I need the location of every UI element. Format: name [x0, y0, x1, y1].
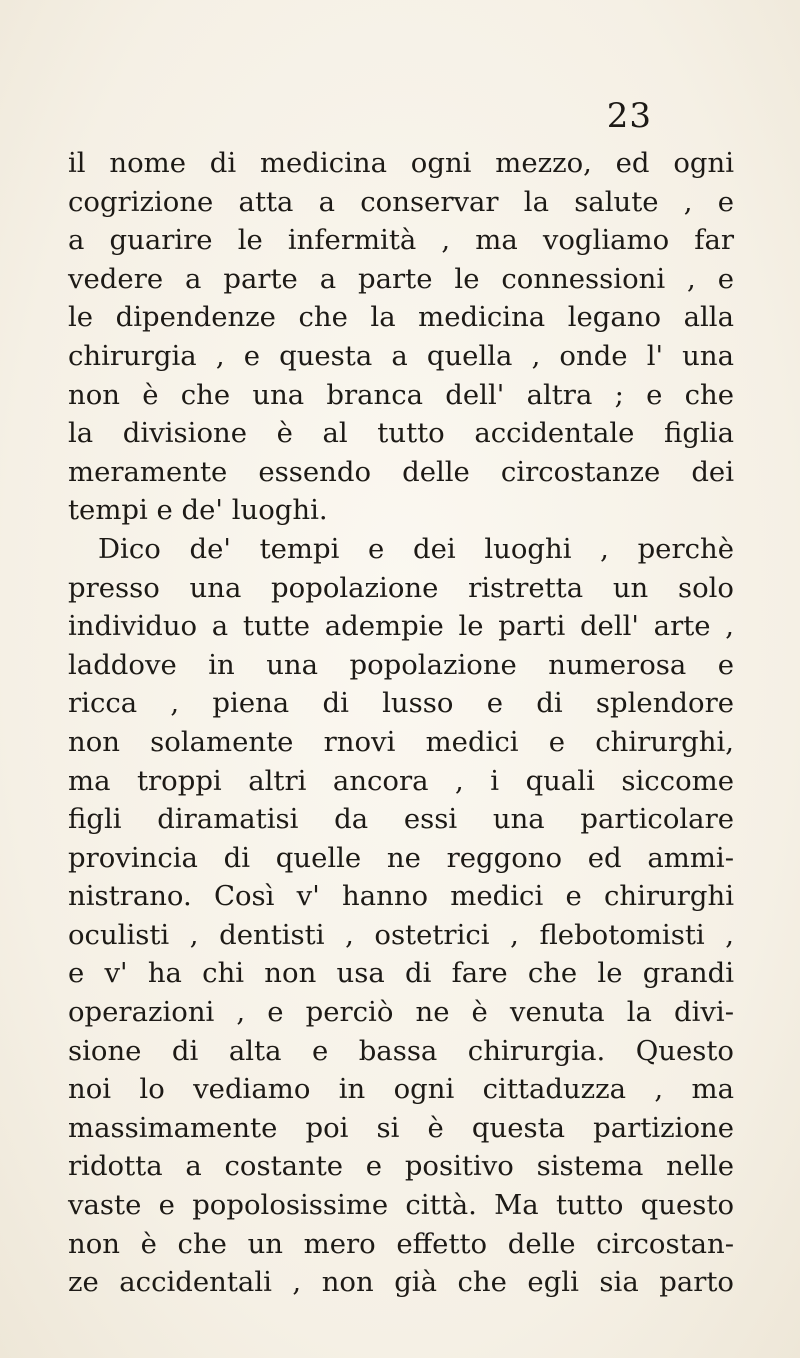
text-line: e v' ha chi non usa di fare che le grandi: [68, 957, 734, 990]
text-line: noi lo vediamo in ogni cittaduzza , ma: [68, 1073, 734, 1106]
text-line: vaste e popolosissime città. Ma tutto questo: [68, 1189, 734, 1222]
text-line: operazioni , e perciò ne è venuta la divi-: [68, 996, 734, 1029]
text-line: massimamente poi si è questa partizione: [68, 1111, 734, 1144]
text-line: vedere a parte a parte le connessioni , e: [68, 262, 734, 295]
text-line: ricca , piena di lusso e di splendore: [68, 687, 734, 720]
text-line: cogrizione atta a conservar la salute , e: [68, 185, 734, 218]
page-number: 23: [606, 96, 652, 136]
text-line: non è che un mero effetto delle circostan-: [68, 1227, 734, 1260]
text-line: tempi e de' luoghi.: [68, 494, 328, 527]
text-line: presso una popolazione ristretta un solo: [68, 571, 734, 604]
text-line: sione di alta e bassa chirurgia. Questo: [68, 1034, 734, 1067]
text-line: il nome di medicina ogni mezzo, ed ogni: [68, 147, 734, 179]
text-line: ridotta a costante e positivo sistema nelle: [68, 1150, 734, 1183]
text-line: ze accidentali , non già che egli sia parto: [68, 1266, 734, 1299]
text-line: individuo a tutte adempie le parti dell' arte ,: [68, 610, 734, 643]
text-line: figli diramatisi da essi una particolare: [68, 803, 734, 836]
text-line: non è che una branca dell' altra ; e che: [68, 378, 734, 411]
text-line: le dipendenze che la medicina legano alla: [68, 301, 734, 334]
text-line: Dico de' tempi e dei luoghi , perchè: [98, 532, 734, 565]
text-line: oculisti , dentisti , ostetrici , flebotomisti ,: [68, 918, 734, 951]
text-line: ma troppi altri ancora , i quali siccome: [68, 764, 734, 797]
body-text: [68, 144, 734, 1302]
text-line: meramente essendo delle circostanze dei: [68, 455, 734, 488]
text-line: la divisione è al tutto accidentale figlia: [68, 417, 734, 450]
text-line: provincia di quelle ne reggono ed ammi-: [68, 841, 734, 874]
text-line: a guarire le infermità , ma vogliamo far: [68, 224, 734, 257]
text-line: non solamente rnovi medici e chirurghi,: [68, 725, 734, 758]
text-line: nistrano. Così v' hanno medici e chirurghi: [68, 880, 734, 913]
text-line: chirurgia , e questa a quella , onde l' una: [68, 339, 734, 372]
text-line: laddove in una popolazione numerosa e: [68, 648, 734, 681]
